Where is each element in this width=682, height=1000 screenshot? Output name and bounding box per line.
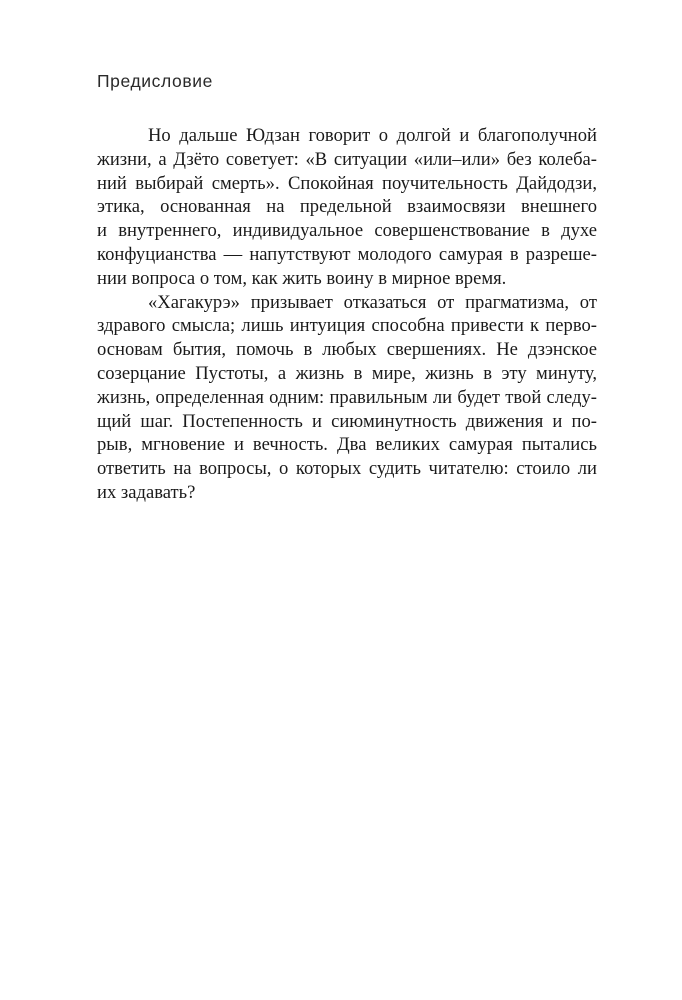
- text-line: жизнь, определенная одним: правильным ли будет твой следу-: [97, 386, 597, 408]
- text-line: щий шаг. Постепенность и сиюминутность движения и по-: [97, 410, 597, 432]
- text-line: конфуцианства — напутствуют молодого самурая в разреше-: [97, 243, 597, 265]
- text-line: их задавать?: [97, 481, 196, 503]
- paragraph-1: [97, 124, 597, 291]
- paragraph-2: [97, 291, 597, 505]
- running-head: Предисловие: [97, 71, 213, 91]
- text-line: созерцание Пустоты, а жизнь в мире, жизнь в эту минуту,: [97, 362, 597, 384]
- text-line: ний выбирай смерть». Спокойная поучительность Дайдодзи,: [97, 172, 597, 194]
- text-line: нии вопроса о том, как жить воину в мирное время.: [97, 267, 507, 289]
- text-line: «Хагакурэ» призывает отказаться от прагматизма, от: [148, 291, 597, 313]
- text-line: Но дальше Юдзан говорит о долгой и благополучной: [148, 125, 597, 146]
- text-line: жизни, а Дзёто советует: «В ситуации «или–или» без колеба-: [97, 148, 597, 170]
- text-line: этика, основанная на предельной взаимосвязи внешнего: [97, 196, 597, 218]
- text-line: здравого смысла; лишь интуиция способна привести к перво-: [97, 315, 597, 337]
- text-line: ответить на вопросы, о которых судить читателю: стоило ли: [97, 458, 597, 480]
- text-line: и внутреннего, индивидуальное совершенствование в духе: [97, 220, 597, 242]
- text-line: основам бытия, помочь в любых свершениях. Не дзэнское: [97, 339, 597, 361]
- text-line: рыв, мгновение и вечность. Два великих самурая пытались: [97, 434, 597, 456]
- body-text: [97, 124, 597, 505]
